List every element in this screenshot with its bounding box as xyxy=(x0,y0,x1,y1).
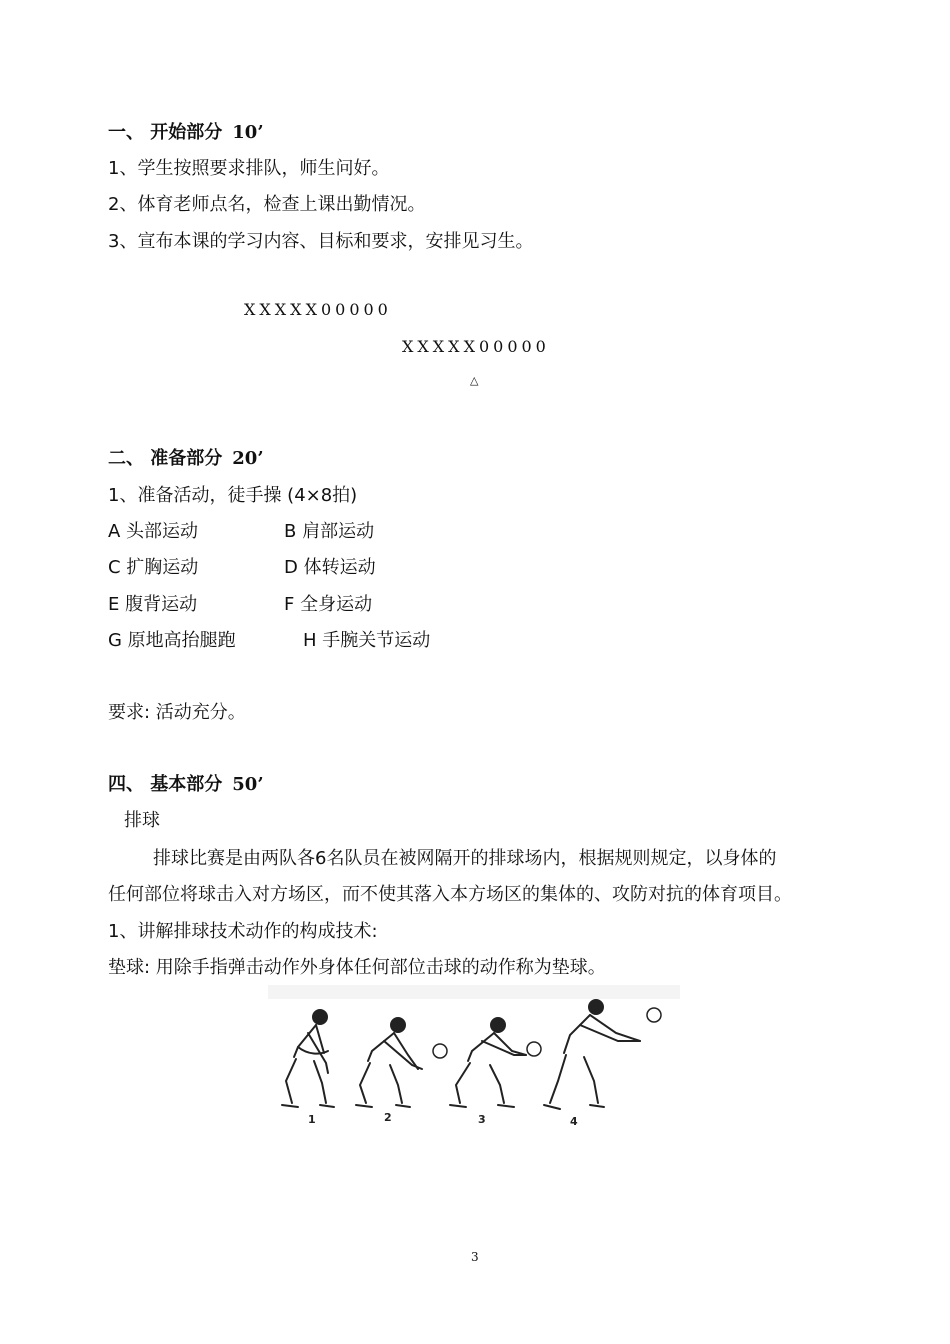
exercise-d: D 体转运动 xyxy=(284,557,376,578)
section1-item-2: 2、体育老师点名，检查上课出勤情况。 xyxy=(108,194,426,215)
paragraph-line-2: 任何部位将球击入对方场区，而不使其落入本方场区的集体的、攻防对抗的体育项目。 xyxy=(108,884,792,905)
figure-label-4: 4 xyxy=(570,1115,578,1128)
dig-sequence-figure xyxy=(268,985,680,1135)
player-figure-3 xyxy=(450,1018,541,1107)
sport-title: 排球 xyxy=(124,810,160,831)
exercise-g: G 原地高抬腿跑 xyxy=(108,630,236,651)
section4-time: 50’ xyxy=(232,774,264,795)
figure-label-3: 3 xyxy=(478,1113,486,1126)
exercise-f: F 全身运动 xyxy=(284,594,373,615)
teacher-marker-icon: △ xyxy=(470,374,479,387)
exercise-a: A 头部运动 xyxy=(108,521,199,542)
page-number: 3 xyxy=(471,1250,479,1264)
exercise-e: E 腹背运动 xyxy=(108,594,198,615)
figure-label-1: 1 xyxy=(308,1113,316,1126)
section1-item-3: 3、宣布本课的学习内容、目标和要求，安排见习生。 xyxy=(108,231,534,252)
player-figure-2 xyxy=(356,1018,447,1107)
section2-heading: 二、 准备部分 20’ xyxy=(108,448,264,469)
exercise-c: C 扩胸运动 xyxy=(108,557,199,578)
figure-label-2: 2 xyxy=(384,1111,392,1124)
requirement: 要求: 活动充分。 xyxy=(108,702,246,723)
formation-row-2: XXXXX00000 xyxy=(402,337,550,356)
player-figure-1 xyxy=(282,1010,334,1107)
player-figure-4 xyxy=(544,1000,661,1109)
section1-item-1: 1、学生按照要求排队，师生问好。 xyxy=(108,158,390,179)
section1-heading: 一、 开始部分 10’ xyxy=(108,122,264,143)
section4-item-1: 1、讲解排球技术动作的构成技术: xyxy=(108,921,378,942)
dig-definition: 垫球: 用除手指弹击动作外身体任何部位击球的动作称为垫球。 xyxy=(108,957,606,978)
section2-time: 20’ xyxy=(232,448,264,469)
formation-row-1: XXXXX00000 xyxy=(244,300,392,319)
section4-heading: 四、 基本部分 50’ xyxy=(108,774,264,795)
section1-time: 10’ xyxy=(232,122,264,143)
paragraph-line-1: 排球比赛是由两队各6名队员在被网隔开的排球场内，根据规则规定，以身体的 xyxy=(153,848,777,869)
section2-intro: 1、准备活动，徒手操 (4×8拍) xyxy=(108,485,358,506)
exercise-h: H 手腕关节运动 xyxy=(303,630,431,651)
exercise-b: B 肩部运动 xyxy=(284,521,375,542)
